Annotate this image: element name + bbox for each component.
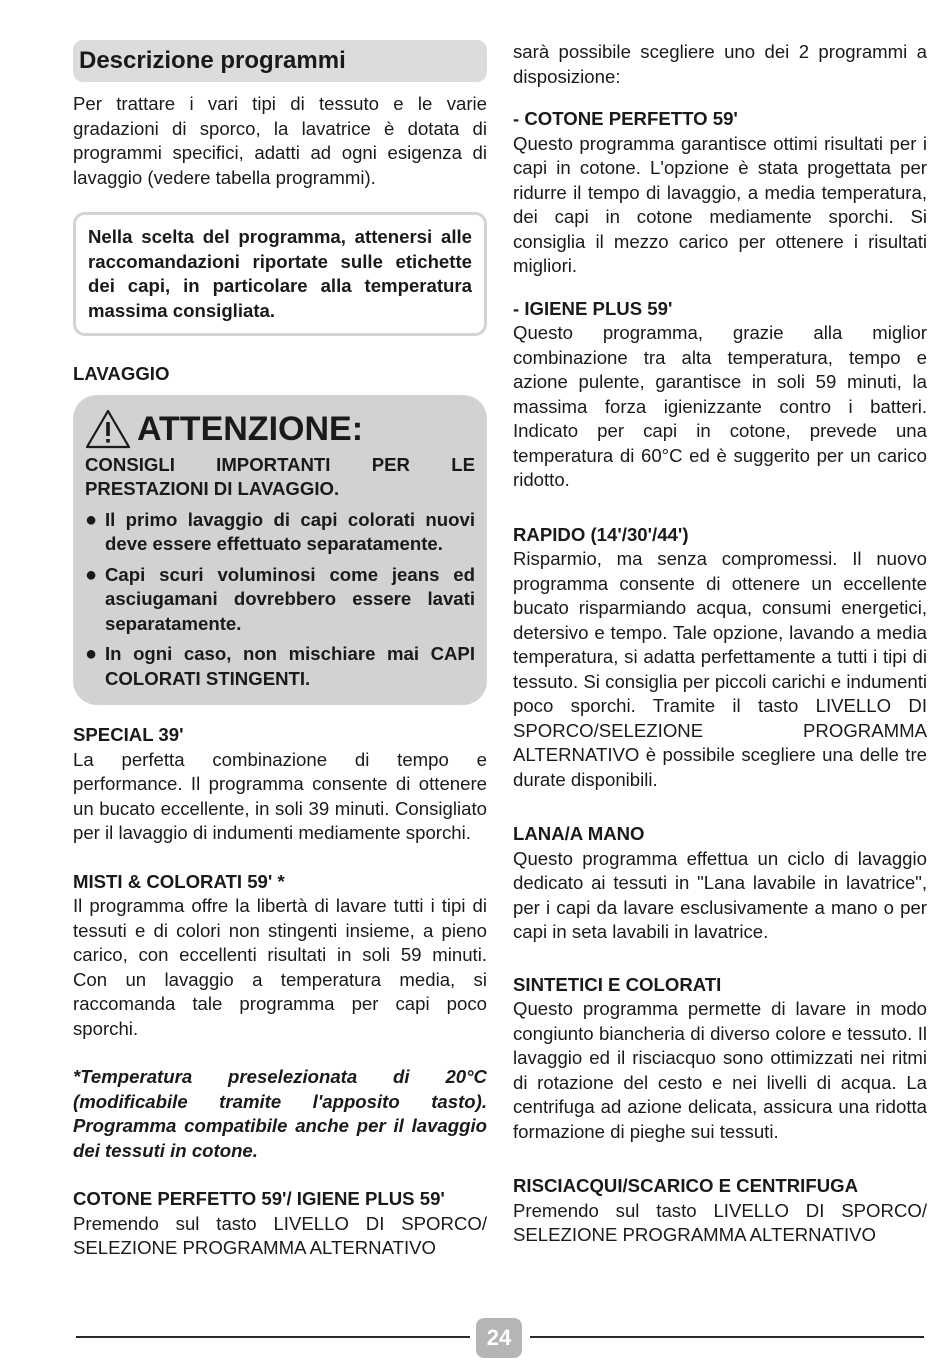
warning-bullet-text: In ogni caso, non mischiare mai CAPI COLORATI STINGENTI. <box>105 643 475 689</box>
intro-paragraph: Per trattare i vari tipi di tessuto e le varie gradazioni di sporco, la lavatrice è dotata di programmi specifici, adatti ad ogni esigenza di lavaggio (vedere tabella programmi). <box>73 93 487 188</box>
left-column <box>73 40 487 1261</box>
warning-triangle-icon <box>85 409 131 449</box>
warning-bullet-text: Capi scuri voluminosi come jeans ed asciugamani dovrebbero essere lavati separatamente. <box>105 563 475 634</box>
warning-title-row <box>85 405 475 453</box>
cotone-heading: - COTONE PERFETTO 59' <box>513 108 738 129</box>
cotone-igiene-heading: COTONE PERFETTO 59'/ IGIENE PLUS 59' <box>73 1188 445 1209</box>
section-title: Descrizione programmi <box>73 40 487 82</box>
warning-bullet-text: Il primo lavaggio di capi colorati nuovi deve essere effettuato separatamente. <box>105 508 475 554</box>
sintetici-text: Questo programma permette di lavare in modo congiunto biancheria di diverso colore e tessuto. Il lavaggio ed il risciacquo sono ottimizzati nei ritmi di rotazione del cesto e nei livelli di acqua. La centrifuga ad azione delicata, assicura una ridotta formazione di pieghe sui tessuti. <box>513 998 927 1142</box>
risciacqui-heading: RISCIACQUI/SCARICO E CENTRIFUGA <box>513 1175 859 1196</box>
sintetici-heading: SINTETICI E COLORATI <box>513 973 722 995</box>
right-column <box>513 40 927 1248</box>
risciacqui-text: Premendo sul tasto LIVELLO DI SPORCO/ SELEZIONE PROGRAMMA ALTERNATIVO <box>513 1199 927 1245</box>
misti-text: Il programma offre la libertà di lavare tutti i tipi di tessuti e di colori non stingenti insieme, a pieno carico, con eccellenti risultati in soli 59 minuti. Con un lavaggio a temperatura media, si raccomanda tale programma per capi poco sporchi. <box>73 895 487 1039</box>
warning-box <box>73 395 487 706</box>
lana-text: Questo programma effettua un ciclo di lavaggio dedicato ai tessuti in "Lana lavabile in lavatrice", per i capi da lavare esclusivamente a mano o per capi in seta lavabili in lavatrice. <box>513 847 927 942</box>
cotone-text: Questo programma garantisce ottimi risultati per i capi in cotone. L'opzione è stata progettata per ridurre il tempo di lavaggio, a media temperatura, dei capi in cotone mediamente sporchi. Si consiglia il mezzo carico per ottenere i risultati migliori. <box>513 132 927 276</box>
special-heading: SPECIAL 39' <box>73 724 184 745</box>
cotone-igiene-text: Premendo sul tasto LIVELLO DI SPORCO/ SELEZIONE PROGRAMMA ALTERNATIVO <box>73 1212 487 1258</box>
page-number: 24 <box>476 1318 522 1358</box>
igiene-text: Questo programma, grazie alla miglior combinazione tra alta temperatura, tempo e azione pulente, garantisce in soli 59 minuti, la massima forza igienizzante contro i batteri. Indicato per capi in cotone, prevede una temperatura di 60°C ed è suggerito per un carico ridotto. <box>513 322 927 490</box>
lana-heading: LANA/A MANO <box>513 823 645 844</box>
bullet-dot-icon: ● <box>85 563 98 586</box>
footer-rule-left <box>76 1336 470 1338</box>
rapido-heading: RAPIDO (14'/30'/44') <box>513 523 689 545</box>
rapido-text: Risparmio, ma senza compromessi. Il nuovo programma consente di ottenere un eccellente bucato risparmiando acqua, consumi energetici, detersivo e tempo. Tale opzione, lavando a media temperatura, si adatta perfettamente a tutti i tipi di tessuto. Si consiglia per piccoli carichi e indumenti poco sporchi. Tramite il tasto LIVELLO DI SPORCO/SELEZIONE PROGRAMMA ALTERNATIVO è possibile scegliere una delle tre durate disponibili. <box>513 548 927 790</box>
note-box: Nella scelta del programma, attenersi alle raccomandazioni riportate sulle etichette dei capi, in particolare alla temperatura massima consigliata. <box>73 212 487 336</box>
bullet-dot-icon: ● <box>85 643 98 665</box>
warning-bullet <box>85 563 475 637</box>
special-text: La perfetta combinazione di tempo e performance. Il programma consente di ottenere un bucato eccellente, in soli 39 minuti. Consigliato per il lavaggio di indumenti mediamente sporchi. <box>73 748 487 843</box>
lavaggio-heading: LAVAGGIO <box>73 363 170 384</box>
warning-bullet <box>85 642 475 691</box>
footer-rule-right <box>530 1336 924 1338</box>
misti-heading: MISTI & COLORATI 59' * <box>73 870 285 892</box>
igiene-heading: - IGIENE PLUS 59' <box>513 297 673 319</box>
warning-title: ATTENZIONE: <box>137 409 364 448</box>
warning-subtitle: CONSIGLI IMPORTANTI PER LE PRESTAZIONI DI LAVAGGIO. <box>85 453 475 499</box>
footnote: *Temperatura preselezionata di 20°C (modificabile tramite l'apposito tasto). Programma compatibile anche per il lavaggio dei tessuti in cotone. <box>73 1066 487 1161</box>
warning-bullet <box>85 508 475 557</box>
bullet-dot-icon: ● <box>85 508 98 531</box>
continuation-text: sarà possibile scegliere uno dei 2 programmi a disposizione: <box>513 41 927 87</box>
